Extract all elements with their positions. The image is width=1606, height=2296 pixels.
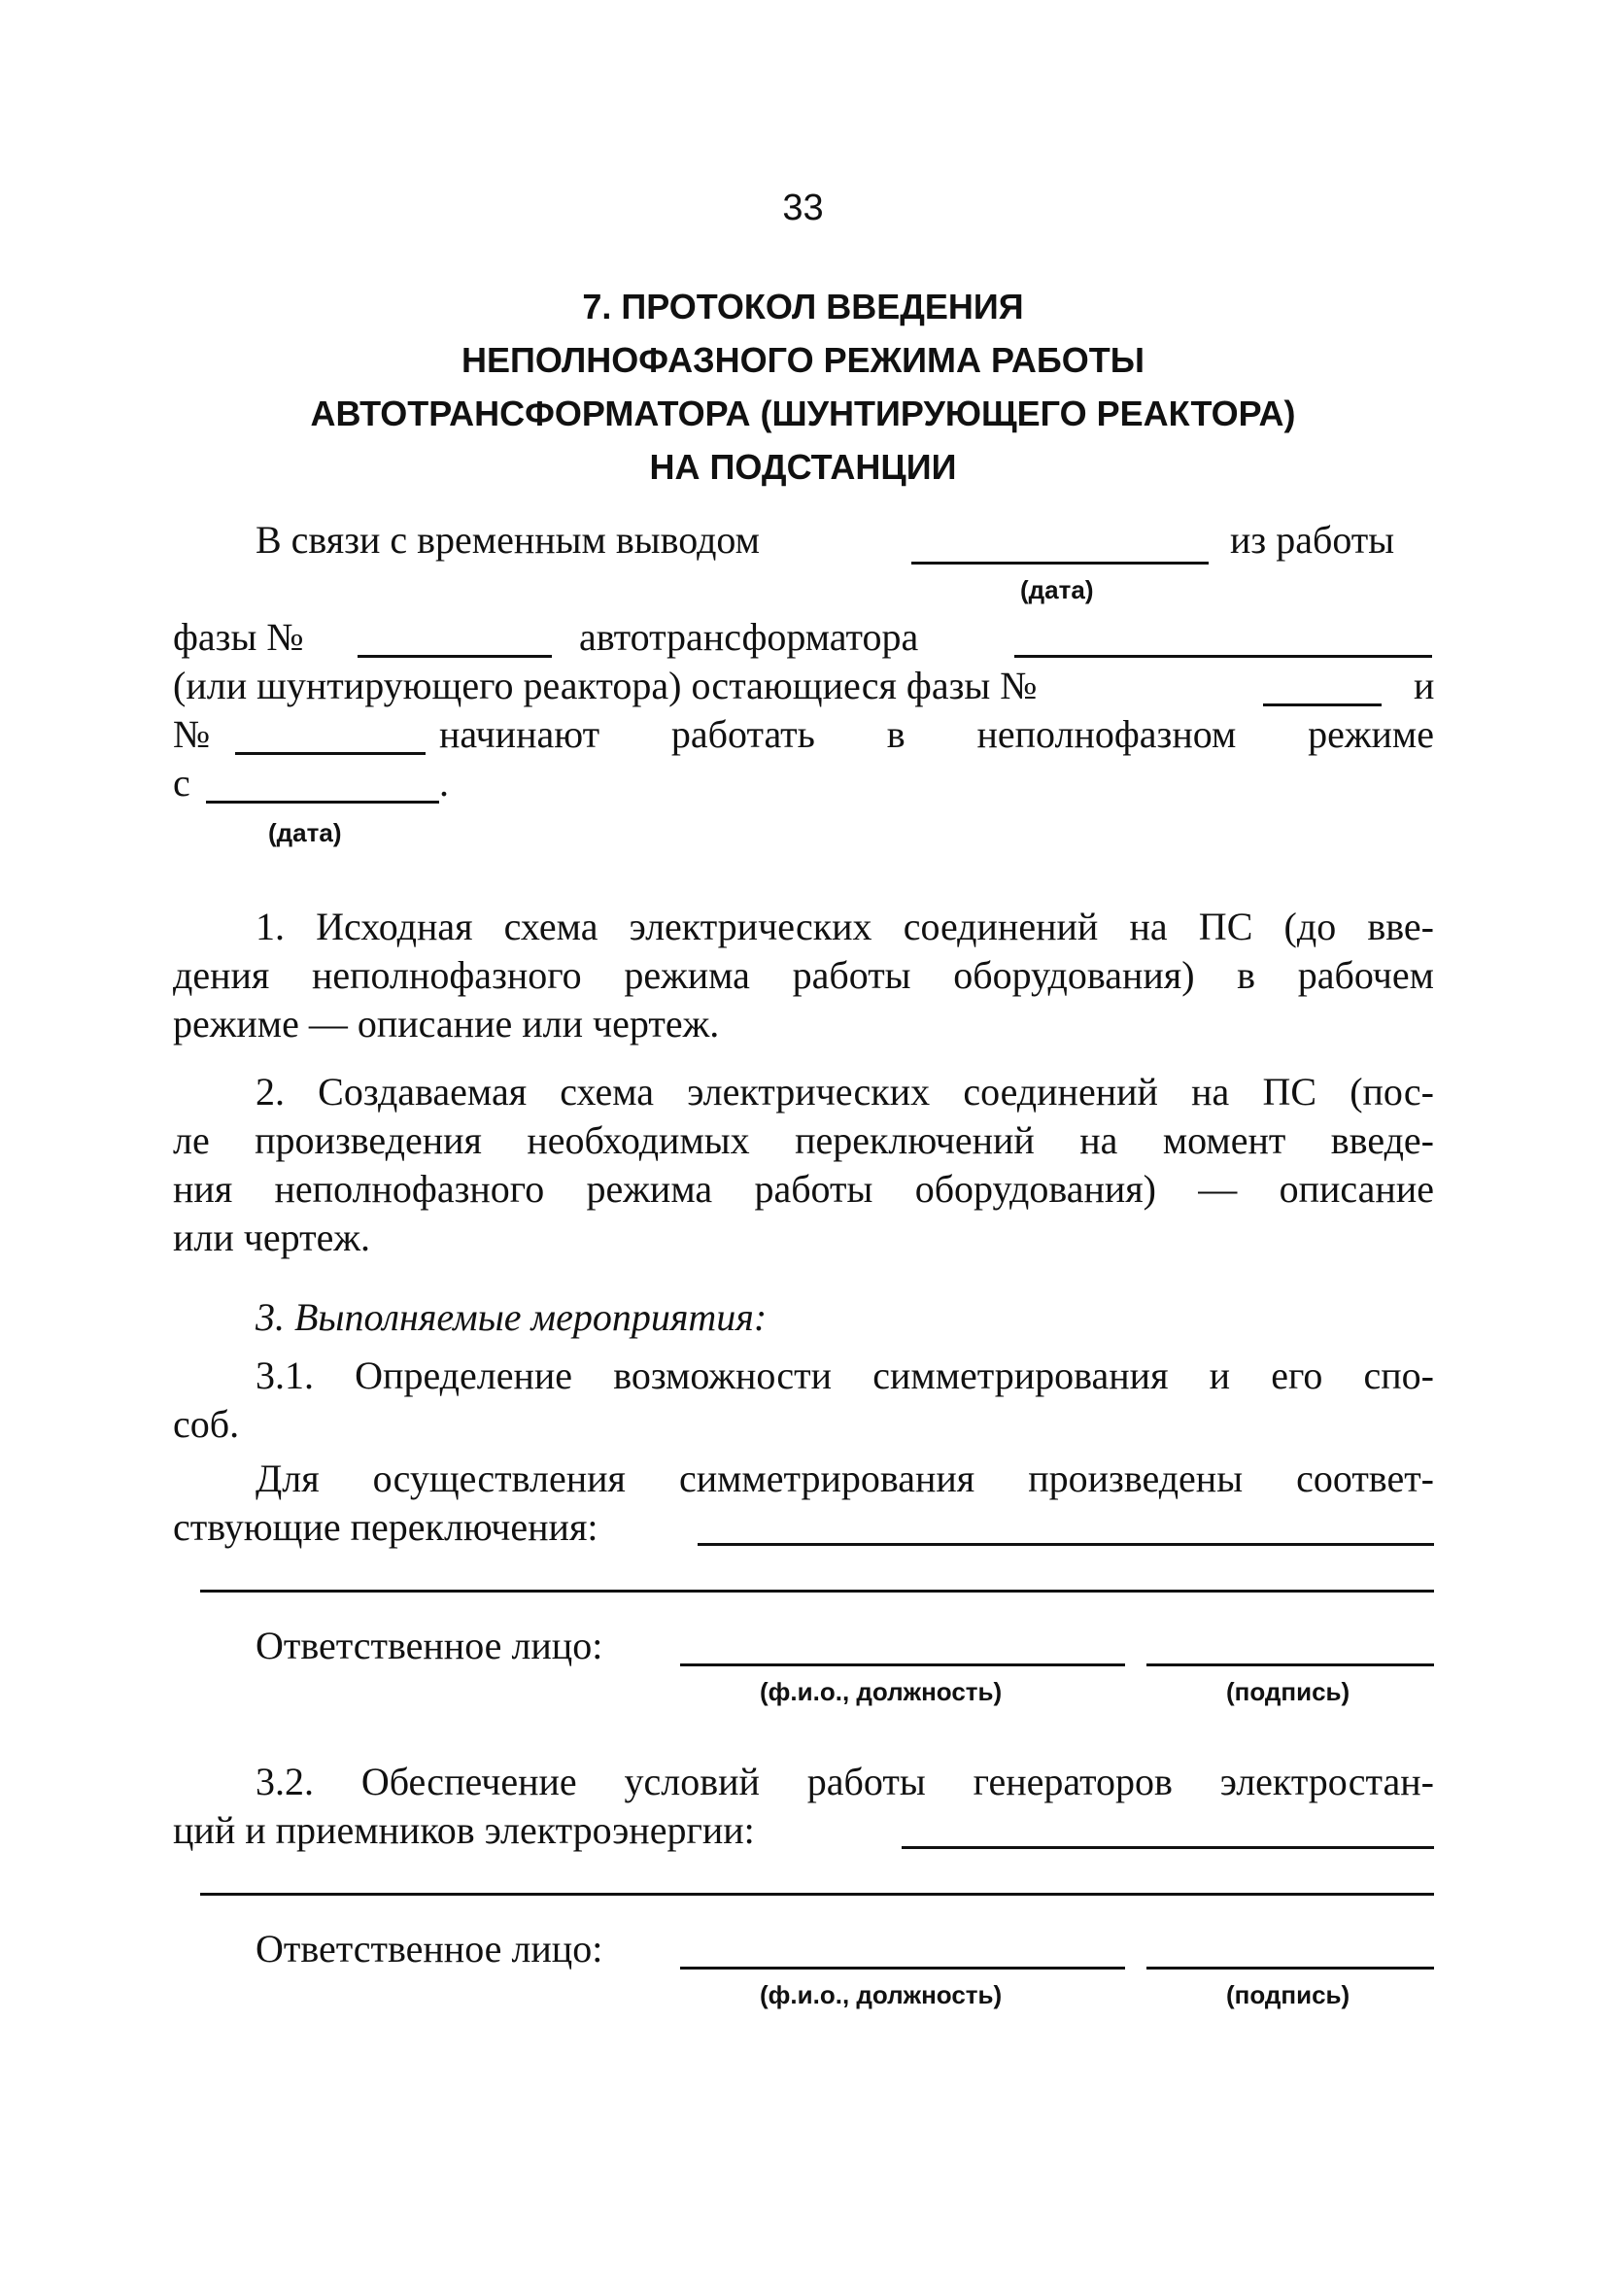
document-title	[194, 280, 1412, 494]
item-1-line: режиме — описание или чертеж.	[173, 1002, 720, 1045]
page-number: 33	[782, 188, 824, 228]
remaining-phase-blank-1[interactable]	[1263, 703, 1382, 706]
date-hint: (дата)	[1020, 575, 1094, 604]
switching-blank-continued[interactable]	[200, 1590, 1434, 1593]
responsible-name-blank[interactable]	[680, 1967, 1125, 1970]
intro-text: В связи с временным выводом	[256, 518, 760, 562]
title-line: АВТОТРАНСФОРМАТОРА (ШУНТИРУЮЩЕГО РЕАКТОРА)	[310, 394, 1296, 433]
phase-number-blank[interactable]	[358, 655, 552, 658]
item-1-line: 1. Исходная схема электрических соединений на ПС (до вве-	[256, 905, 1434, 948]
item-3-1-paragraph: Для осуществления симметрирования произведены соответ-	[256, 1456, 1434, 1500]
intro-text: с	[173, 761, 190, 805]
intro-text: фазы №	[173, 615, 304, 659]
item-3-2-line: 3.2. Обеспечение условий работы генераторов электростан-	[256, 1760, 1434, 1803]
date-hint: (дата)	[268, 818, 342, 847]
item-3-heading	[256, 1294, 767, 1340]
remaining-phase-blank-2[interactable]	[235, 752, 426, 755]
intro-text: начинают работать в неполнофазном режиме	[439, 712, 1434, 756]
intro-text: (или шунтирующего реактора) остающиеся фазы №	[173, 664, 1038, 707]
responsible-label: Ответственное лицо:	[256, 1927, 603, 1970]
title-line: 7. ПРОТОКОЛ ВВЕДЕНИЯ	[582, 287, 1024, 326]
title-line: НЕПОЛНОФАЗНОГО РЕЖИМА РАБОТЫ	[461, 340, 1145, 380]
switching-blank[interactable]	[698, 1543, 1434, 1546]
responsible-signature-blank[interactable]	[1146, 1663, 1434, 1666]
item-3-1-paragraph: ствующие переключения:	[173, 1505, 598, 1549]
intro-text: .	[439, 761, 449, 805]
date-blank-2[interactable]	[206, 801, 439, 804]
conditions-blank[interactable]	[902, 1846, 1434, 1849]
responsible-label: Ответственное лицо:	[256, 1624, 603, 1667]
fio-hint: (ф.и.о., должность)	[760, 1980, 1003, 2009]
title-line: НА ПОДСТАНЦИИ	[649, 447, 957, 487]
item-3-1-line: соб.	[173, 1402, 240, 1446]
signature-hint: (подпись)	[1226, 1677, 1350, 1706]
intro-text: №	[173, 712, 211, 756]
item-2-line: ния неполнофазного режима работы оборудования) — описание	[173, 1167, 1434, 1211]
date-blank-1[interactable]	[911, 562, 1209, 565]
responsible-name-blank[interactable]	[680, 1663, 1125, 1666]
intro-text: из работы	[1230, 518, 1395, 562]
item-2-line: 2. Создаваемая схема электрических соединений на ПС (пос-	[256, 1070, 1434, 1114]
intro-text: автотрансформатора	[579, 615, 919, 659]
fio-hint: (ф.и.о., должность)	[760, 1677, 1003, 1706]
autotransformer-blank[interactable]	[1014, 655, 1432, 658]
item-3-1-line: 3.1. Определение возможности симметрирования и его спо-	[256, 1354, 1434, 1397]
item-2-line: ле произведения необходимых переключений на момент введе-	[173, 1118, 1434, 1162]
item-2-line: или чертеж.	[173, 1216, 370, 1259]
item-3-heading-text: 3. Выполняемые мероприятия:	[256, 1295, 768, 1339]
item-1-line: дения неполнофазного режима работы оборудования) в рабочем	[173, 953, 1434, 997]
intro-text: и	[1414, 664, 1435, 707]
conditions-blank-continued[interactable]	[200, 1893, 1434, 1896]
signature-hint: (подпись)	[1226, 1980, 1350, 2009]
item-3-2-line: ций и приемников электроэнергии:	[173, 1808, 755, 1852]
responsible-signature-blank[interactable]	[1146, 1967, 1434, 1970]
